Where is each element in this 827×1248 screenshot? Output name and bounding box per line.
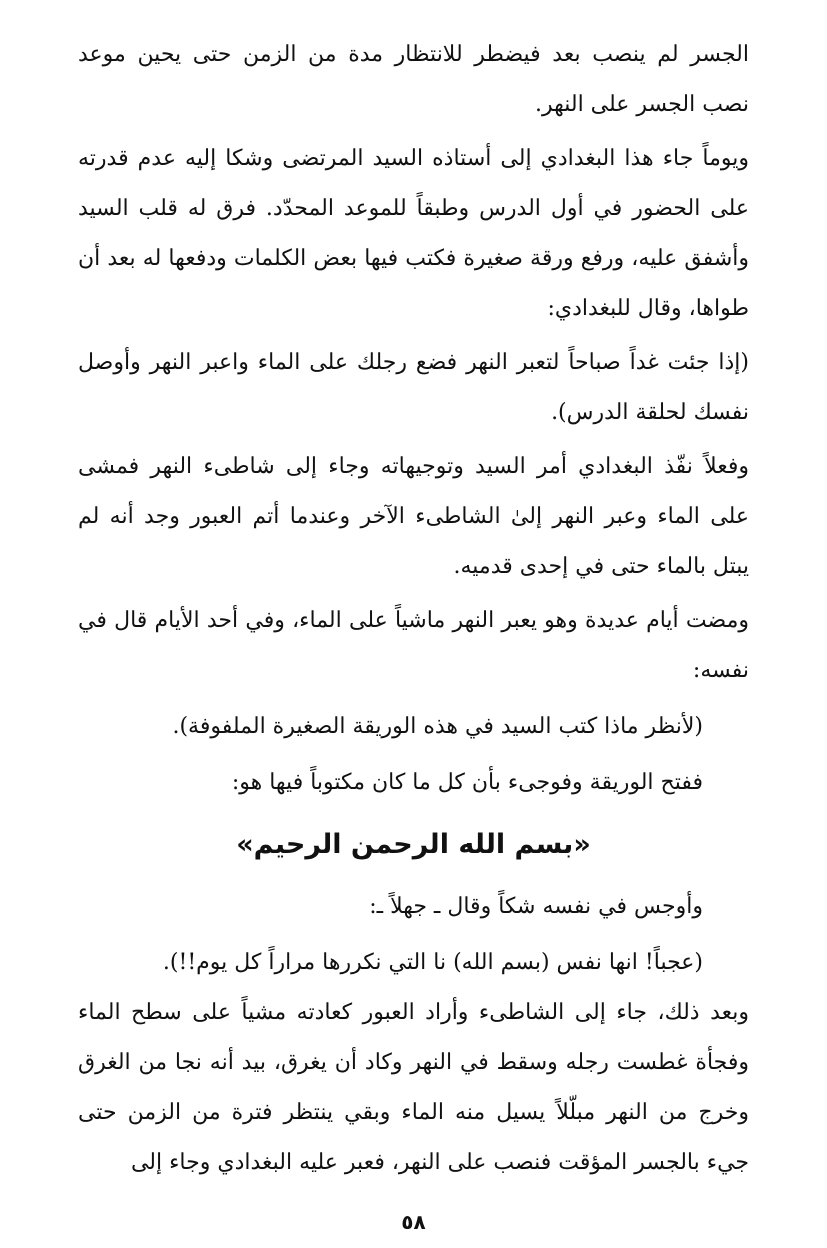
paragraph-1: الجسر لم ينصب بعد فيضطر للانتظار مدة من الزمن حتى يحين موعد نصب الجسر على النهر.	[78, 42, 749, 117]
basmala-heading: «بسم الله الرحمن الرحيم»	[236, 829, 591, 860]
quote-line-3: (عجباً! انها نفس (بسم الله) نا التي نكررها مراراً كل يوم!!).	[162, 950, 703, 975]
book-page	[78, 30, 749, 1248]
paragraph-5: ومضت أيام عديدة وهو يعبر النهر ماشياً على الماء، وفي أحد الأيام قال في نفسه:	[78, 608, 749, 683]
line-after-basmala: وأوجس في نفسه شكاً وقال ـ جهلاً ـ:	[369, 894, 703, 919]
paragraph-4: وفعلاً نفّذ البغدادي أمر السيد وتوجيهاته وجاء إلى شاطىء النهر فمشى على الماء وعبر النهر إلىٰ الشاطىء الآخر وعندما أتم العبور وجد أنه لم يبتل بالماء حتى في إحدى قدميه.	[78, 454, 749, 579]
page-number: ٥٨	[401, 1210, 426, 1234]
quote-line-2: ففتح الوريقة وفوجىء بأن كل ما كان مكتوباً فيها هو:	[231, 770, 703, 795]
paragraph-3: (إذا جئت غداً صباحاً لتعبر النهر فضع رجلك على الماء واعبر النهر وأوصل نفسك لحلقة الدرس).	[78, 350, 749, 425]
quote-line-1: (لأنظر ماذا كتب السيد في هذه الوريقة الصغيرة الملفوفة).	[172, 714, 703, 739]
paragraph-2: ويوماً جاء هذا البغدادي إلى أستاذه السيد المرتضى وشكا إليه عدم قدرته على الحضور في أول الدرس وطبقاً للموعد المحدّد. فرق له قلب السيد وأشفق عليه، ورفع ورقة صغيرة فكتب فيها بعض الكلمات ودفعها له بعد أن طواها، وقال للبغدادي:	[78, 146, 749, 321]
last-paragraph: وبعد ذلك، جاء إلى الشاطىء وأراد العبور كعادته مشياً على سطح الماء وفجأة غطست رجله وسقط في النهر وكاد أن يغرق، بيد أنه نجا من الغرق وخرج من النهر مبلّلاً يسيل منه الماء وبقي ينتظر فترة من الزمن حتى جيء بالجسر المؤقت فنصب على النهر، فعبر عليه البغدادي وجاء إلى	[78, 1000, 749, 1175]
